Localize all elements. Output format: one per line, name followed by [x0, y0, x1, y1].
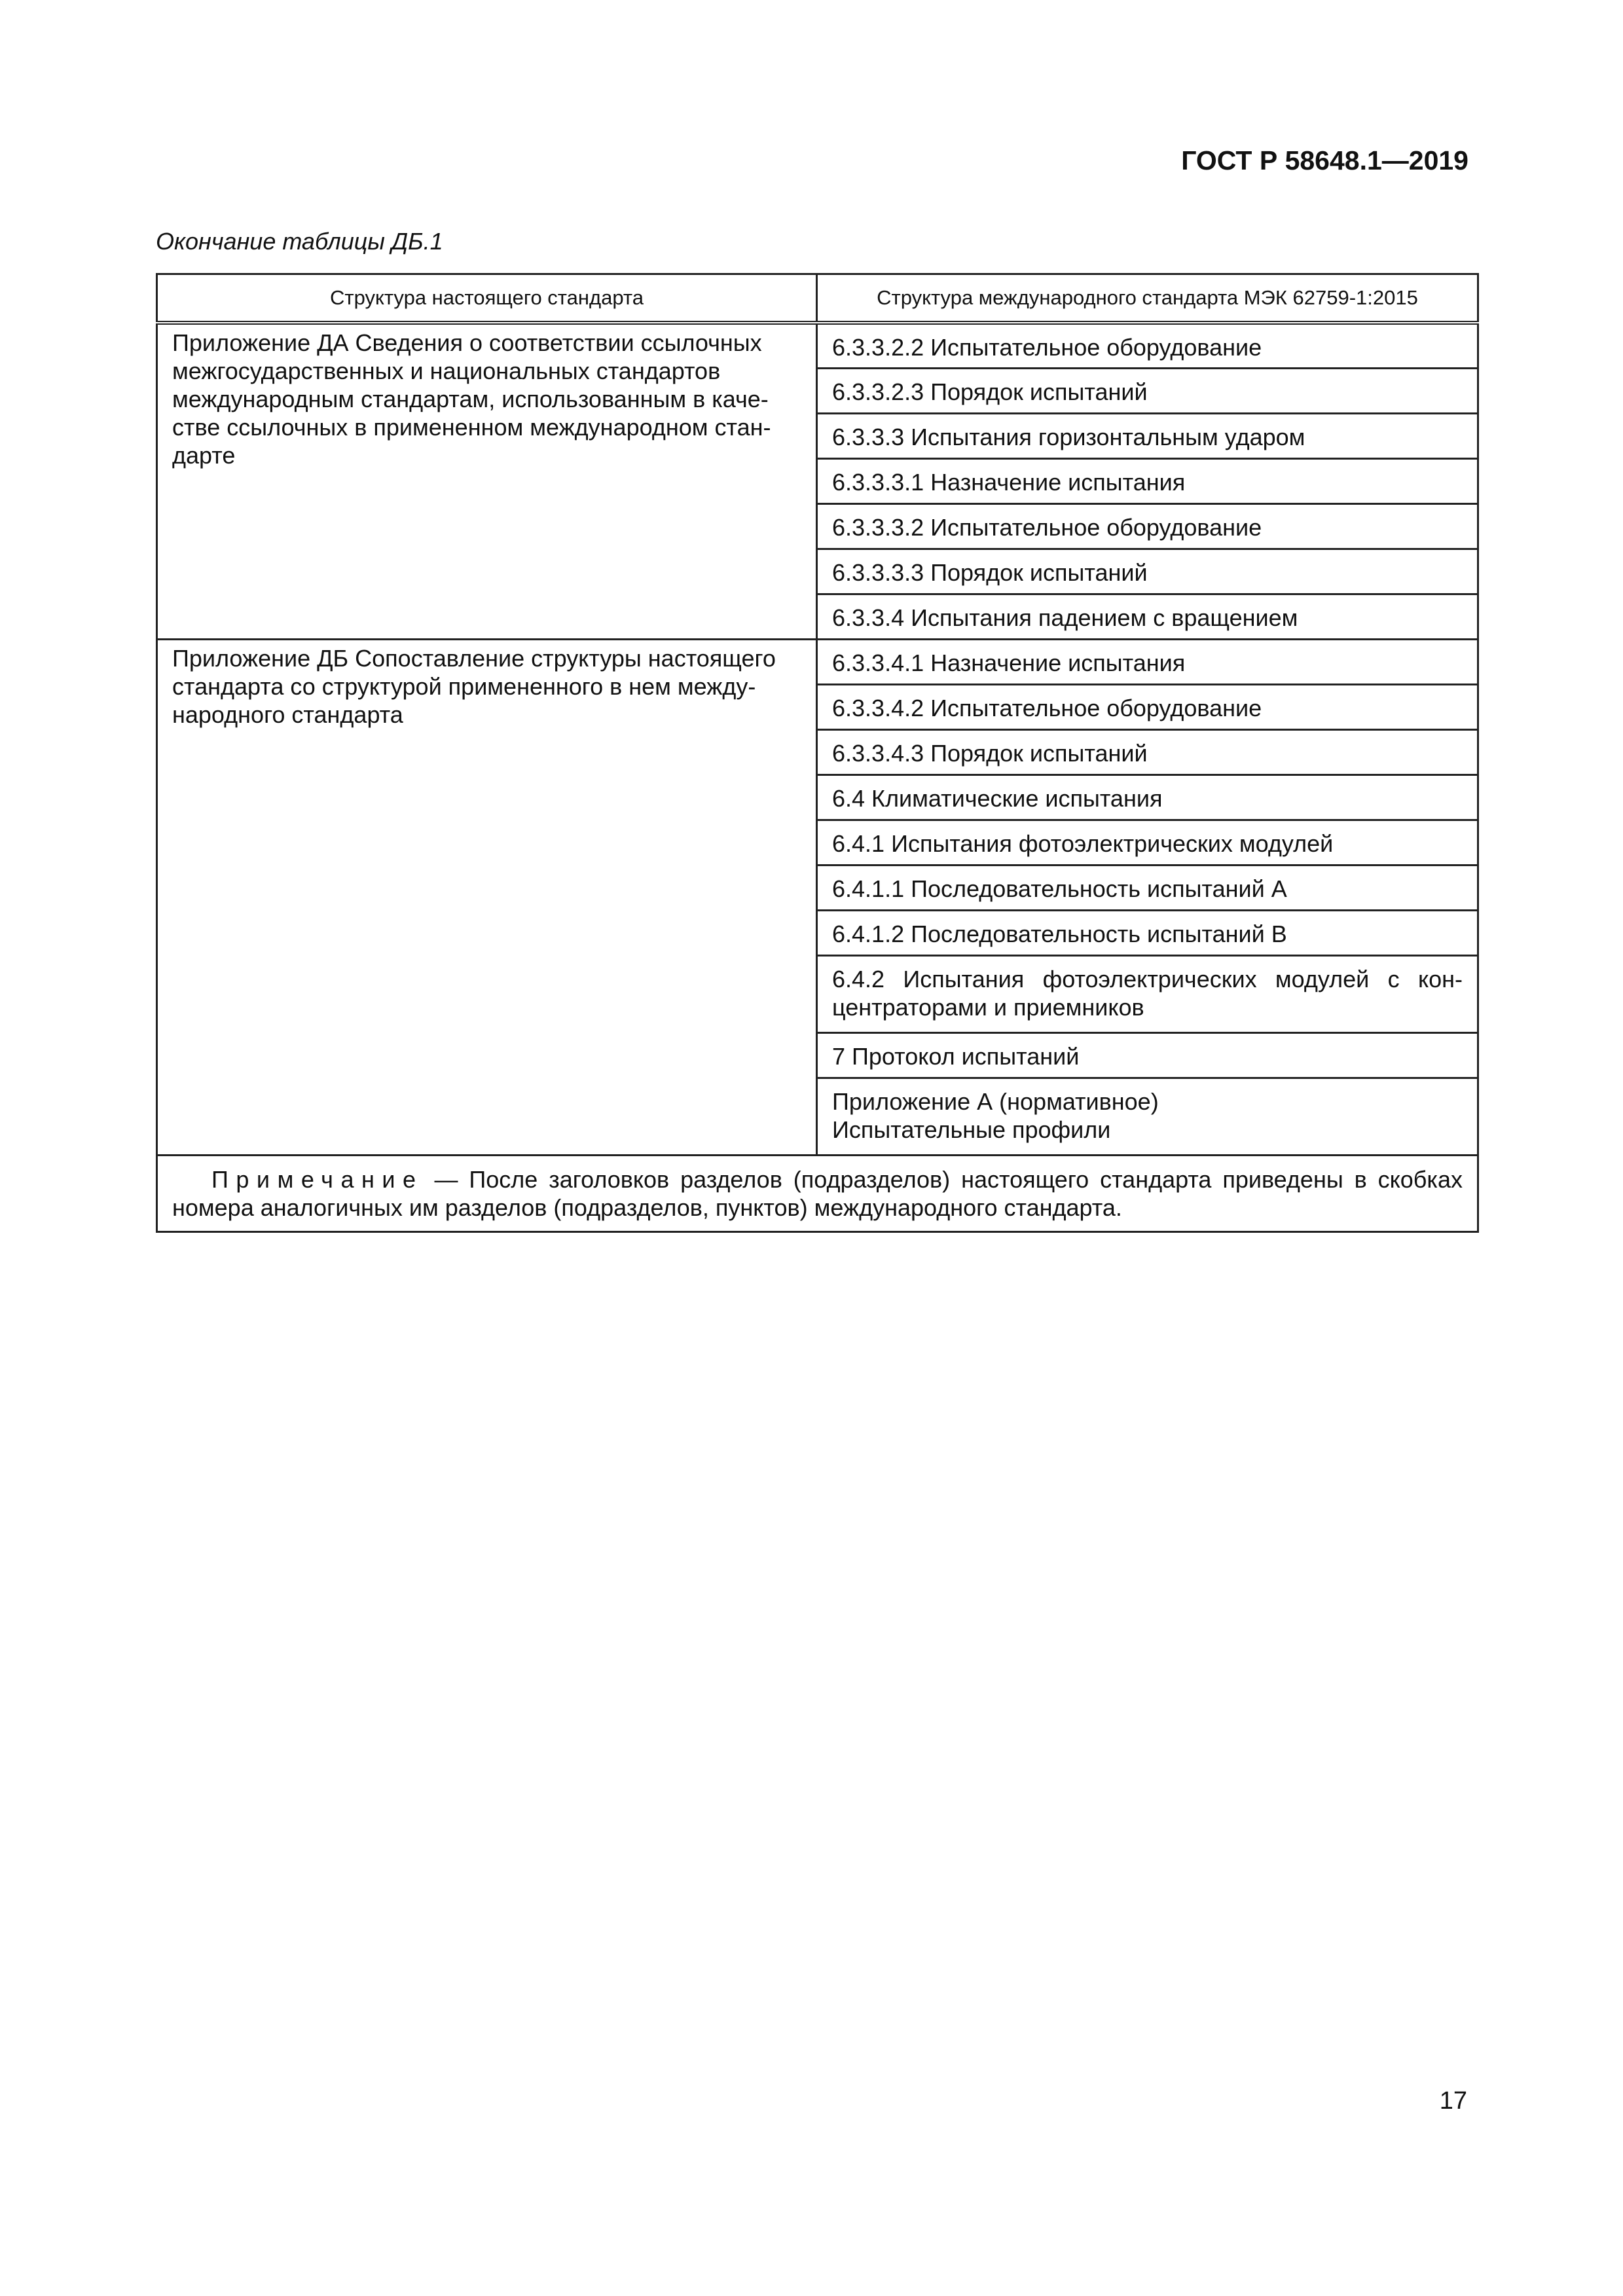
- clause-cell: [817, 955, 1478, 1032]
- table-row: [157, 323, 1478, 368]
- text-line: межгосударственных и национальных стандартов: [172, 357, 721, 384]
- clause-cell: 6.3.3.4.2 Испытательное оборудование: [817, 684, 1478, 729]
- appendix-da-cell: [157, 323, 817, 639]
- clause-cell: 6.3.3.2.3 Порядок испытаний: [817, 368, 1478, 413]
- clause-cell: 6.3.3.3 Испытания горизонтальным ударом: [817, 413, 1478, 458]
- clause-cell: 6.3.3.4 Испытания падением с вращением: [817, 594, 1478, 639]
- note-label: Примечание: [211, 1165, 424, 1193]
- appendix-db-cell: [157, 639, 817, 1155]
- clause-cell: 7 Протокол испытаний: [817, 1032, 1478, 1078]
- text-line: стве ссылочных в примененном международном стан-: [172, 414, 771, 441]
- clause-cell: 6.4.1.2 Последовательность испытаний В: [817, 910, 1478, 955]
- column-header-international: Структура международного стандарта МЭК 62759-1:2015: [817, 274, 1478, 323]
- note-text: — После заголовков разделов (подразделов) настоящего стандарта приведены в скобках номера аналогичных им разделов (подразделов, пунктов) международного стандарта.: [172, 1165, 1463, 1221]
- text-line: народного стандарта: [172, 701, 403, 728]
- table-row: [157, 639, 1478, 684]
- text-line: международным стандартам, использованным в каче-: [172, 386, 769, 412]
- clause-cell: [817, 1078, 1478, 1155]
- text-line: Приложение ДБ Сопоставление структуры настоящего: [172, 644, 776, 672]
- clause-cell: 6.3.3.3.2 Испытательное оборудование: [817, 503, 1478, 549]
- page-number: 17: [1439, 2087, 1467, 2115]
- text-line: дарте: [172, 442, 236, 469]
- clause-cell: 6.3.3.4.1 Назначение испытания: [817, 639, 1478, 684]
- table-caption: Окончание таблицы ДБ.1: [156, 228, 443, 255]
- clause-cell: 6.3.3.3.3 Порядок испытаний: [817, 549, 1478, 594]
- text-line: Приложение ДА Сведения о соответствии ссылочных: [172, 329, 762, 356]
- clause-cell: 6.4.1.1 Последовательность испытаний А: [817, 865, 1478, 910]
- text-line: стандарта со структурой примененного в нем между-: [172, 672, 756, 700]
- column-header-national: Структура настоящего стандарта: [157, 274, 817, 323]
- table-header-row: [157, 274, 1478, 323]
- table-note: [157, 1155, 1478, 1231]
- clause-cell: 6.3.3.3.1 Назначение испытания: [817, 458, 1478, 503]
- clause-cell: 6.4 Климатические испытания: [817, 774, 1478, 820]
- document-code-header: ГОСТ Р 58648.1—2019: [1181, 145, 1468, 175]
- text-line: 6.4.2 Испытания фотоэлектрических модулей с кон-: [832, 965, 1463, 993]
- structure-comparison-table: [156, 273, 1479, 1233]
- note-row: [157, 1155, 1478, 1231]
- text-line: Испытательные профили: [832, 1116, 1111, 1143]
- clause-cell: 6.3.3.4.3 Порядок испытаний: [817, 729, 1478, 774]
- clause-cell: 6.3.3.2.2 Испытательное оборудование: [817, 323, 1478, 368]
- text-line: Приложение А (нормативное): [832, 1087, 1159, 1115]
- text-line: центраторами и приемников: [832, 993, 1144, 1021]
- clause-cell: 6.4.1 Испытания фотоэлектрических модулей: [817, 820, 1478, 865]
